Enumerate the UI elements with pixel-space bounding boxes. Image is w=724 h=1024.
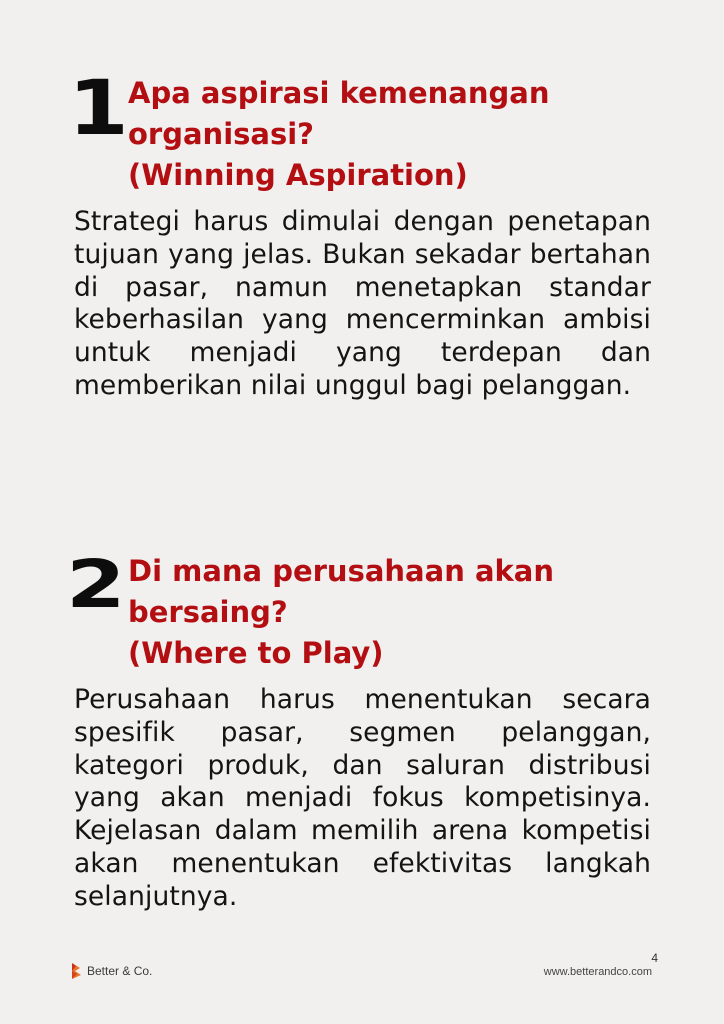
section-heading (128, 551, 668, 674)
brand-logo-icon (72, 963, 82, 979)
page-number: 4 (651, 951, 658, 965)
section-heading-line: Apa aspirasi kemenangan (128, 76, 550, 110)
section-heading-line: organisasi? (128, 117, 314, 151)
section-body-text: Perusahaan harus menentukan secara spesifik pasar, segmen pelanggan, kategori produk, dan saluran distribusi yang akan menjadi fokus kompetisinya. Kejelasan dalam memilih arena kompetisi akan menentukan efektivitas langkah selanjutnya. (74, 684, 651, 912)
section-body-text: Strategi harus dimulai dengan penetapan tujuan yang jelas. Bukan sekadar bertahan di pasar, namun menetapkan standar keberhasilan yang mencerminkan ambisi untuk menjadi yang terdepan dan memberikan nilai unggul bagi pelanggan. (74, 206, 651, 401)
section-number: 1 (68, 63, 127, 152)
footer-brand (72, 963, 152, 979)
section-number: 2 (66, 546, 124, 623)
section-heading-subtitle: (Where to Play) (128, 636, 384, 670)
section-heading (128, 73, 668, 196)
brand-name: Better & Co. (87, 964, 153, 978)
website-link[interactable]: www.betterandco.com (543, 966, 652, 978)
section-heading-line: Di mana perusahaan akan (128, 554, 555, 588)
section-heading-line: bersaing? (128, 595, 288, 629)
section-heading-subtitle: (Winning Aspiration) (128, 158, 468, 192)
